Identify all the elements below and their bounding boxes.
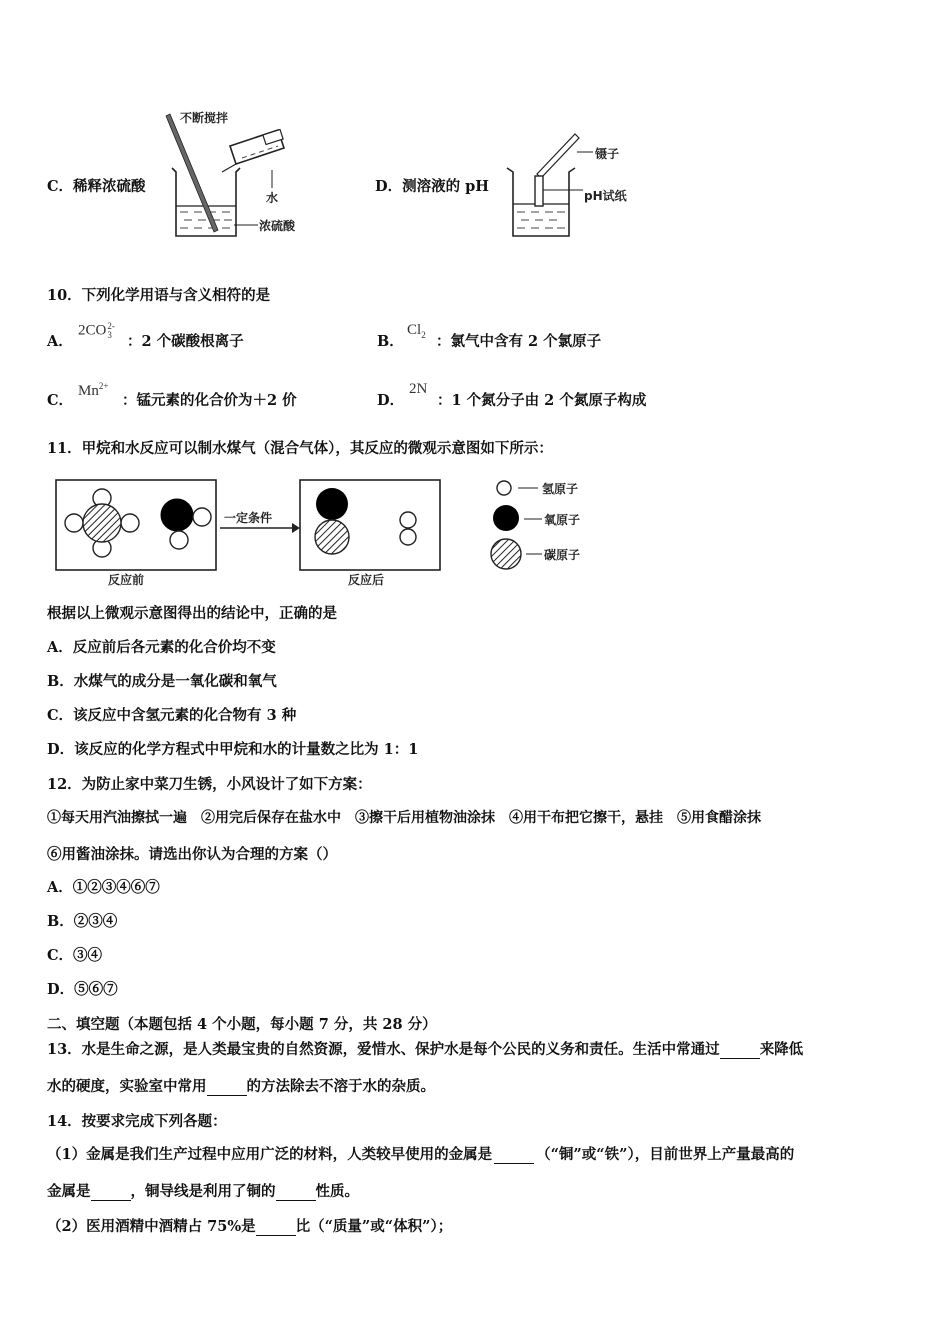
tweezers-caption: 镊子	[595, 147, 620, 161]
ph-paper-caption: pH试纸	[584, 189, 627, 203]
legend-hydrogen: 氢原子	[542, 482, 579, 496]
q13-line1: 13．水是生命之源，是人类最宝贵的自然资源，爱惜水、保护水是每个公民的义务和责任。生活中常通过 来降低	[47, 1041, 804, 1058]
acid-caption: 浓硫酸	[259, 219, 296, 233]
glass-rod	[166, 114, 218, 232]
condition-label: 一定条件	[224, 511, 273, 525]
q14-blank-1[interactable]	[494, 1149, 534, 1164]
q13-line2: 水的硬度，实验室中常用 的方法除去不溶于水的杂质。	[47, 1078, 435, 1095]
after-label: 反应后	[348, 573, 385, 587]
section-title: 二、填空题（本题包括 4 个小题，每小题 7 分，共 28 分）	[47, 1016, 437, 1033]
q10-option-d-prefix: D．	[377, 392, 405, 409]
q12-line1: ①每天用汽油擦拭一遍 ②用完后保存在盐水中 ③擦干后用植物油涂抹 ④用干布把它擦干，悬挂 ⑤用食醋涂抹	[47, 810, 761, 826]
q14-part1-line2: 金属是 ，铜导线是利用了铜的 性质。	[47, 1183, 359, 1200]
q10-option-b-formula: $Cl_2$	[407, 322, 426, 340]
q10-stem: 10．下列化学用语与含义相符的是	[47, 287, 271, 304]
q10-option-c-formula: $Mn^{2+}$	[78, 381, 109, 399]
q12-option-c: C．③④	[47, 947, 103, 964]
stir-caption: 不断搅拌	[180, 111, 229, 125]
option-d-label: D．测溶液的 pH	[375, 178, 489, 195]
q10-option-d-text: ：1 个氮分子由 2 个氮原子构成	[437, 392, 647, 409]
q14-part2: （2）医用酒精中酒精占 75%是 比（“质量”或“体积”）；	[47, 1218, 453, 1235]
methane-carbon	[83, 504, 121, 542]
dilute-acid-figure	[160, 108, 320, 243]
q10-option-c-prefix: C．	[47, 392, 74, 409]
before-label: 反应前	[108, 573, 145, 587]
q14-stem: 14．按要求完成下列各题：	[47, 1113, 227, 1130]
q10-option-a-prefix: A．	[47, 333, 73, 350]
q12-line2: ⑥用酱油涂抹。请选出你认为合理的方案（）	[47, 846, 337, 863]
q12-stem: 12．为防止家中菜刀生锈，小风设计了如下方案：	[47, 776, 372, 793]
legend-carbon: 碳原子	[544, 548, 581, 562]
reaction-diagram	[50, 474, 630, 590]
q11-option-b: B．水煤气的成分是一氧化碳和氧气	[47, 673, 277, 690]
q12-option-b: B．②③④	[47, 913, 118, 930]
tweezers	[537, 134, 579, 178]
q10-option-b-prefix: B．	[377, 333, 404, 350]
q10-option-c-text: ：锰元素的化合价为＋2 价	[122, 392, 297, 409]
water-caption: 水	[266, 191, 279, 205]
q11-lead: 根据以上微观示意图得出的结论中，正确的是	[47, 605, 337, 622]
q10-option-d-formula: 2N	[409, 381, 428, 397]
q10-option-a-formula: 2CO2- 3	[78, 321, 115, 340]
q12-option-d: D．⑤⑥⑦	[47, 981, 118, 998]
q14-blank-3[interactable]	[276, 1186, 316, 1201]
legend-oxygen: 氧原子	[544, 513, 581, 527]
q14-blank-4[interactable]	[256, 1221, 296, 1236]
q13-blank-2[interactable]	[207, 1081, 247, 1096]
ph-test-figure	[505, 130, 655, 242]
q14-part1-line1: （1）金属是我们生产过程中应用广泛的材料，人类较早使用的金属是 （“铜”或“铁”），目前世界上产量最高的	[47, 1146, 795, 1163]
q11-option-d: D．该反应的化学方程式中甲烷和水的计量数之比为 1：1	[47, 741, 419, 758]
q11-option-c: C．该反应中含氢元素的化合物有 3 种	[47, 707, 297, 724]
q13-blank-1[interactable]	[720, 1044, 760, 1059]
q11-stem: 11．甲烷和水反应可以制水煤气（混合气体），其反应的微观示意图如下所示：	[47, 440, 553, 457]
q14-blank-2[interactable]	[91, 1186, 131, 1201]
q10-option-b-text: ：氯气中含有 2 个氯原子	[436, 333, 602, 350]
option-c-label: C．稀释浓硫酸	[47, 178, 146, 195]
q12-option-a: A．①②③④⑥⑦	[47, 879, 160, 896]
ph-paper	[535, 176, 543, 206]
q10-option-a-text: ：2 个碳酸根离子	[127, 333, 244, 350]
q11-option-a: A．反应前后各元素的化合价均不变	[47, 639, 276, 656]
